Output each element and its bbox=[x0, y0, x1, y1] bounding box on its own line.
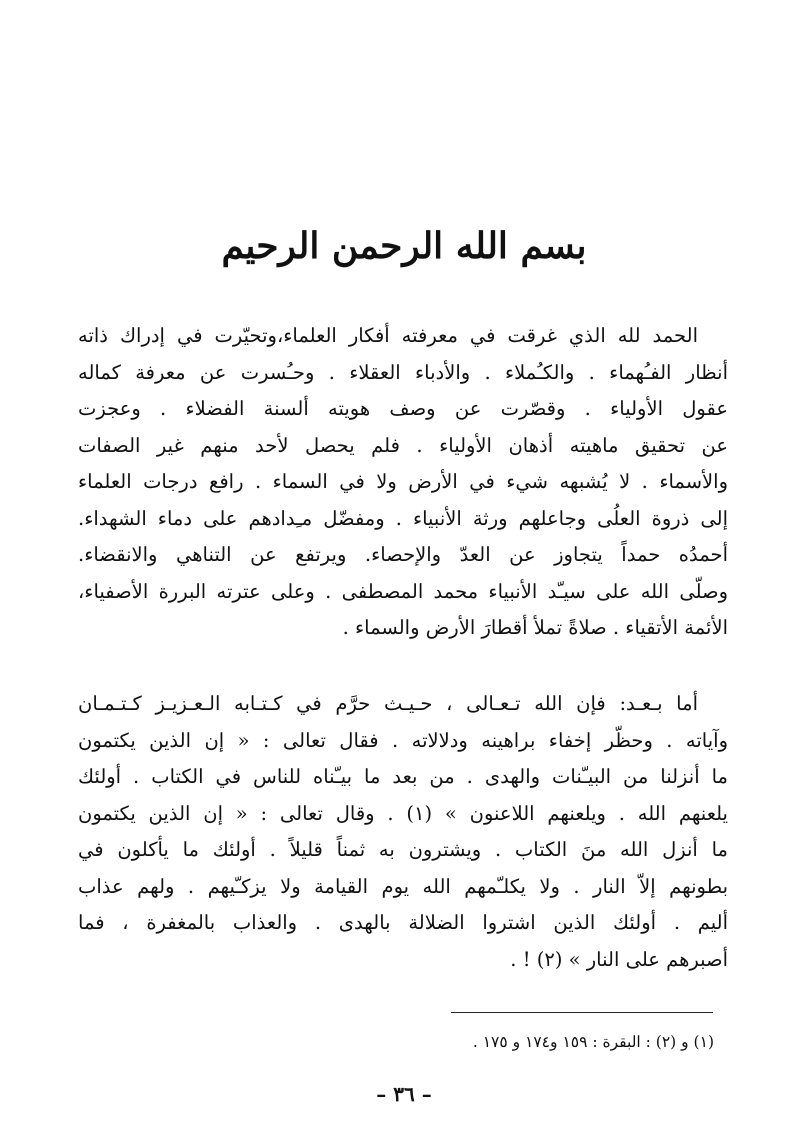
text-line: بطونهم إلاّ النار . ولا يكلـّمهم الله يوم القيامة ولا يزكـّيهم . ولهم عذاب bbox=[78, 874, 728, 898]
text-line: ما أنزلنا من البيـّنات والهدى . من بعد ما بيـّناه للناس في الكتاب . أولئك bbox=[78, 765, 728, 788]
text-line: أحمدُه حمداً يتجاوز عن العدّ والإحصاء. ويرتفع عن التناهي والانقضاء. bbox=[78, 543, 728, 566]
page-number: – ٣٦ – bbox=[376, 1082, 432, 1106]
text-line: يلعنهم الله . ويلعنهم اللاعنون » (١) . وقال تعالى : « إن الذين يكتمون bbox=[78, 801, 728, 825]
text-line: والأسماء . لا يُشبهه شيء في الأرض ولا في السماء . رافع درجات العلماء bbox=[78, 470, 728, 493]
text-line: أصبرهم على النار » (٢) ! . bbox=[510, 947, 728, 971]
paragraph-praise bbox=[78, 318, 728, 647]
basmala-heading: بسم الله الرحمن الرحيم bbox=[221, 225, 587, 267]
text-line: عن تحقيق ماهيته أذهان الأولياء . فلم يحصل لأحد منهم غير الصفات bbox=[78, 433, 728, 457]
text-line: الأئمة الأتقياء . صلاةً تملأ أقطارَ الأرض والسماء . bbox=[342, 616, 728, 639]
text-line: ما أنزل الله منَ الكتاب . ويشترون به ثمناً قليلاً . أولئك ما يأكلون في bbox=[78, 838, 728, 861]
text-line: عقول الأولياء . وقصّرت عن وصف هويته ألسنة الفضلاء . وعجزت bbox=[78, 397, 728, 420]
text-line: أما بـعـد: فإن الله تـعـالى ، حـيـث حرَّم في كـتـابه الـعـزيـز كـتـمـان bbox=[78, 692, 698, 715]
paragraph-quran-verses bbox=[78, 686, 728, 978]
footnote: (١) و (٢) : البقرة : ١٥٩ و١٧٤ و ١٧٥ . bbox=[472, 1033, 714, 1051]
text-line: إلى ذروة العلُى وجاعلهم ورثة الأنبياء . ومفضّل مـِدادهم على دماء الشهداء. bbox=[78, 506, 728, 530]
text-line: الحمد لله الذي غرقت في معرفته أفكار العلماء،وتحيّرت في إدراك ذاته bbox=[78, 324, 698, 347]
text-line: أليم . أولئك الذين اشتروا الضلالة بالهدى . والعذاب بالمغفرة ، فما bbox=[78, 911, 728, 934]
text-line: أنظار الفـُهماء . والكـُملاء . والأدباء العقلاء . وحـُسرت عن معرفة كماله bbox=[78, 360, 728, 384]
text-line: وصلّى الله على سيـّد الأنبياء محمد المصطفى . وعلى عترته البررة الأصفياء، bbox=[78, 579, 728, 603]
footnote-divider bbox=[451, 1012, 713, 1013]
text-line: وآياته . وحظّر إخفاء براهينه ودلالاته . فقال تعالى : « إن الذين يكتمون bbox=[78, 728, 728, 752]
